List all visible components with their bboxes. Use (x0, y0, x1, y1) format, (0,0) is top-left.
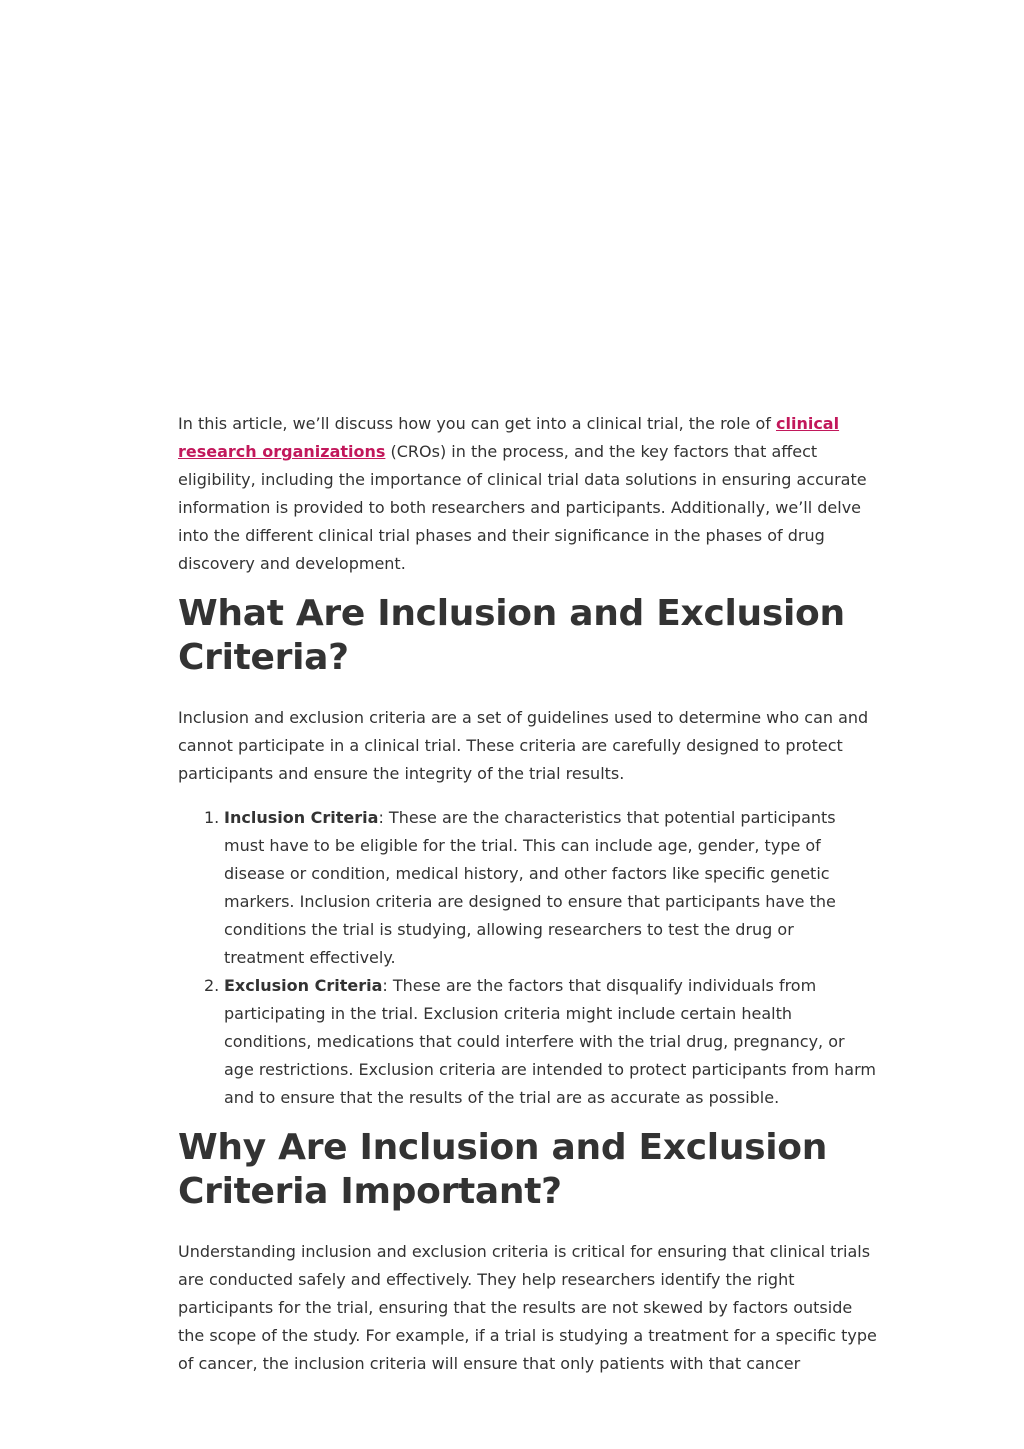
list-item-term: Exclusion Criteria (224, 976, 383, 995)
list-item-text: : These are the factors that disqualify individuals from participating in the trial. Exclusion criteria might include certain health conditions, medications that could interfere with the trial drug, pregnancy, or age restrictions. Exclusion criteria are intended to protect participants from harm and to ensure that the results of the trial are as accurate as possible. (224, 976, 876, 1107)
intro-text-before: In this article, we’ll discuss how you can get into a clinical trial, the role of (178, 414, 776, 433)
intro-text-after: (CROs) in the process, and the key factors that affect eligibility, including the importance of clinical trial data solutions in ensuring accurate information is provided to both researchers and participants. Additionally, we’ll delve into the different clinical trial phases and their significance in the phases of drug discovery and development. (178, 442, 867, 573)
section-heading-why-important: Why Are Inclusion and Exclusion Criteria Important? (178, 1127, 828, 1212)
article-body (178, 410, 878, 1378)
clinical-research-organizations-link[interactable]: clinical research organizations (178, 414, 840, 461)
section2-paragraph: Understanding inclusion and exclusion criteria is critical for ensuring that clinical trials are conducted safely and effectively. They help researchers identify the right participants for the trial, ensuring that the results are not skewed by factors outside the scope of the study. For example, if a trial is studying a treatment for a specific type of cancer, the inclusion criteria will ensure that only patients with that cancer (178, 1242, 877, 1373)
list-item (204, 804, 878, 972)
list-item (204, 972, 878, 1112)
list-item-text: : These are the characteristics that potential participants must have to be eligible for the trial. This can include age, gender, type of disease or condition, medical history, and other factors like specific genetic markers. Inclusion criteria are designed to ensure that participants have the conditions the trial is studying, allowing researchers to test the drug or treatment effectively. (224, 808, 836, 967)
section-heading-what-are-criteria: What Are Inclusion and Exclusion Criteria? (178, 593, 845, 678)
criteria-list (178, 804, 878, 1112)
list-item-term: Inclusion Criteria (224, 808, 379, 827)
list-item-number: 2. (204, 976, 220, 995)
section1-paragraph: Inclusion and exclusion criteria are a set of guidelines used to determine who can and cannot participate in a clinical trial. These criteria are carefully designed to protect participants and ensure the integrity of the trial results. (178, 708, 869, 783)
list-item-number: 1. (204, 808, 220, 827)
intro-paragraph (178, 410, 878, 578)
